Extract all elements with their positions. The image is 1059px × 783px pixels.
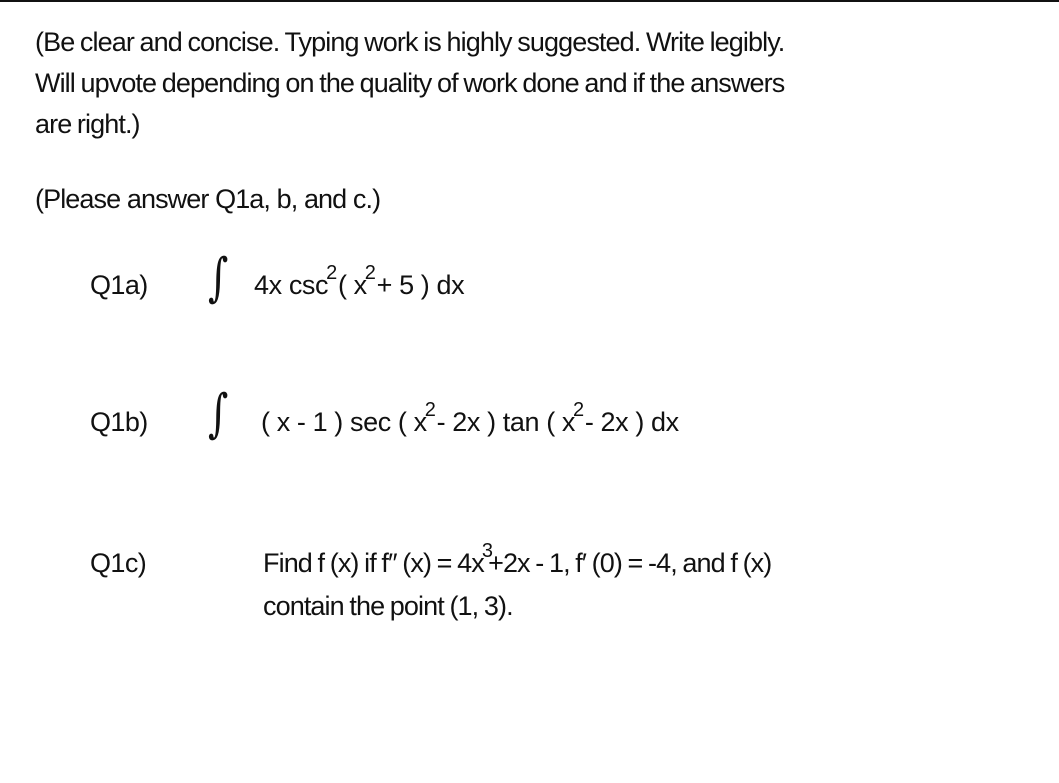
exponent: 3 [481,540,493,562]
expr-part: Find f (x) if f″ (x) = 4x [263,548,484,578]
question-expression-q1a [254,262,465,301]
expr-part: + 5 ) dx [376,270,465,300]
question-expression-q1b [261,399,679,438]
question-label-q1a: Q1a) [90,270,148,300]
exponent: 2 [364,262,376,284]
top-border [0,0,1059,2]
q1c-line-1 [263,540,772,586]
integral-icon: ∫ [208,248,229,308]
expr-part: 4x csc [254,270,329,300]
question-text-q1c [263,540,772,626]
intro-line-3: are right.) [35,109,140,139]
exponent: 2 [573,399,584,421]
expr-part: +2x - 1, f′ (0) = -4, and f (x) [488,548,772,578]
exponent: 2 [326,262,337,284]
q1c-line-2: contain the point (1, 3). [263,591,513,621]
instruction-text: (Please answer Q1a, b, and c.) [35,184,381,214]
expr-part: ( x - 1 ) sec ( x [261,407,427,437]
expr-part: - 2x ) dx [584,407,679,437]
intro-line-2: Will upvote depending on the quality of work done and if the answers [35,68,785,98]
question-label-q1c: Q1c) [90,548,147,578]
integral-icon: ∫ [208,384,229,444]
intro-line-1: (Be clear and concise. Typing work is highly suggested. Write legibly. [35,27,785,57]
exponent: 2 [424,399,436,421]
expr-part: - 2x ) tan ( x [436,407,575,437]
expr-part: ( x [337,270,367,300]
intro-paragraph [35,22,1045,145]
question-label-q1b: Q1b) [90,407,148,437]
